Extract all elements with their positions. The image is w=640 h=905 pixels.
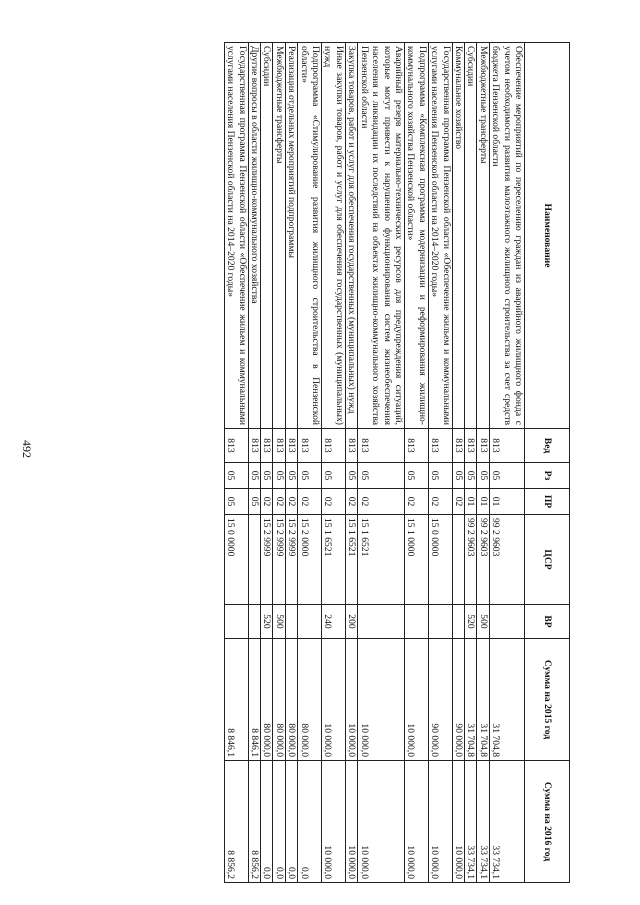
cell-sum-2016: 0,0 (298, 761, 322, 883)
cell-sum-2015: 10 000,0 (322, 639, 346, 761)
cell-vr (489, 605, 524, 639)
cell-rz: 05 (404, 463, 428, 489)
cell-pr: 02 (261, 489, 273, 515)
cell-sum-2015: 31 704,8 (464, 639, 476, 761)
cell-ved: 813 (261, 429, 273, 463)
table-row (464, 43, 476, 883)
cell-pr: 01 (477, 489, 489, 515)
table-row (452, 43, 464, 883)
cell-sum-2016: 0,0 (285, 761, 297, 883)
cell-vr: 240 (322, 605, 346, 639)
cell-sum-2016: 33 734,1 (489, 761, 524, 883)
cell-pr: 02 (322, 489, 346, 515)
cell-sum-2016: 10 000,0 (428, 761, 452, 883)
header-sum-2015: Сумма на 2015 год (525, 639, 570, 761)
table-row (404, 43, 428, 883)
cell-rz: 05 (345, 463, 357, 489)
cell-sum-2015: 80 000,0 (285, 639, 297, 761)
cell-name: Закупка товаров, работ и услуг для обеспечения государственных (муниципальных) нужд (345, 43, 357, 429)
cell-vr (224, 605, 248, 639)
cell-ved: 813 (489, 429, 524, 463)
cell-vr: 200 (345, 605, 357, 639)
cell-name: Межбюджетные трансферты (273, 43, 285, 429)
cell-rz: 05 (261, 463, 273, 489)
table-row (298, 43, 322, 883)
cell-pr: 05 (248, 489, 260, 515)
cell-rz: 05 (322, 463, 346, 489)
cell-vr (298, 605, 322, 639)
cell-name: Коммунальное хозяйство (452, 43, 464, 429)
cell-vr (428, 605, 452, 639)
cell-csr: 99 2 9603 (477, 515, 489, 605)
table-row (285, 43, 297, 883)
table-row (477, 43, 489, 883)
cell-name: Иные закупки товаров, работ и услуг для обеспечения государственных (муниципальных) нужд (322, 43, 346, 429)
table-row (248, 43, 260, 883)
cell-vr (248, 605, 260, 639)
table-row (261, 43, 273, 883)
cell-csr: 15 1 6521 (358, 515, 405, 605)
cell-vr: 500 (273, 605, 285, 639)
table-row (489, 43, 524, 883)
header-vr: ВР (525, 605, 570, 639)
cell-ved: 813 (428, 429, 452, 463)
cell-csr: 15 2 9999 (261, 515, 273, 605)
cell-vr: 500 (477, 605, 489, 639)
cell-sum-2016: 0,0 (261, 761, 273, 883)
cell-csr: 15 2 9999 (273, 515, 285, 605)
cell-sum-2015: 8 846,1 (224, 639, 248, 761)
cell-csr: 15 2 0000 (298, 515, 322, 605)
cell-pr: 02 (404, 489, 428, 515)
cell-sum-2015: 31 704,8 (477, 639, 489, 761)
cell-pr: 02 (428, 489, 452, 515)
cell-csr: 99 2 9603 (464, 515, 476, 605)
cell-sum-2016: 10 000,0 (452, 761, 464, 883)
cell-pr: 05 (224, 489, 248, 515)
cell-rz: 05 (358, 463, 405, 489)
cell-sum-2015: 80 000,0 (261, 639, 273, 761)
rotated-page-content (100, 42, 570, 882)
cell-sum-2015: 90 000,0 (428, 639, 452, 761)
cell-vr: 520 (261, 605, 273, 639)
header-name: Наименование (525, 43, 570, 429)
cell-name: Подпрограмма «Комплексная программа модернизации и реформирования жилищно-коммунального хозяйства Пензенской области» (404, 43, 428, 429)
cell-sum-2015: 10 000,0 (345, 639, 357, 761)
cell-ved: 813 (358, 429, 405, 463)
cell-rz: 05 (452, 463, 464, 489)
header-sum-2016: Сумма на 2016 год (525, 761, 570, 883)
cell-pr: 02 (298, 489, 322, 515)
cell-sum-2015: 80 000,0 (298, 639, 322, 761)
cell-rz: 05 (428, 463, 452, 489)
cell-sum-2016: 10 000,0 (345, 761, 357, 883)
cell-rz: 05 (477, 463, 489, 489)
cell-csr (248, 515, 260, 605)
cell-csr: 15 1 6521 (345, 515, 357, 605)
cell-sum-2016: 10 000,0 (404, 761, 428, 883)
cell-rz: 05 (224, 463, 248, 489)
cell-ved: 813 (322, 429, 346, 463)
cell-rz: 05 (298, 463, 322, 489)
cell-sum-2016: 8 856,2 (224, 761, 248, 883)
header-ved: Вед (525, 429, 570, 463)
cell-sum-2015: 10 000,0 (358, 639, 405, 761)
table-header-row (525, 43, 570, 883)
cell-ved: 813 (452, 429, 464, 463)
cell-pr: 02 (285, 489, 297, 515)
cell-sum-2016: 10 000,0 (358, 761, 405, 883)
cell-sum-2015: 31 704,8 (489, 639, 524, 761)
cell-vr (452, 605, 464, 639)
cell-sum-2016: 33 734,1 (464, 761, 476, 883)
cell-ved: 813 (477, 429, 489, 463)
cell-pr: 01 (464, 489, 476, 515)
cell-csr: 15 1 0000 (404, 515, 428, 605)
cell-ved: 813 (464, 429, 476, 463)
cell-rz: 05 (489, 463, 524, 489)
cell-csr: 15 0 0000 (428, 515, 452, 605)
cell-csr: 15 0 0000 (224, 515, 248, 605)
cell-sum-2015: 90 000,0 (452, 639, 464, 761)
cell-ved: 813 (248, 429, 260, 463)
cell-vr (358, 605, 405, 639)
cell-name: Реализация отдельных мероприятий подпрограммы (285, 43, 297, 429)
cell-sum-2016: 8 856,2 (248, 761, 260, 883)
cell-rz: 05 (464, 463, 476, 489)
cell-ved: 813 (345, 429, 357, 463)
header-rz: Рз (525, 463, 570, 489)
table-row (224, 43, 248, 883)
cell-sum-2016: 10 000,0 (322, 761, 346, 883)
cell-pr: 02 (358, 489, 405, 515)
cell-ved: 813 (298, 429, 322, 463)
cell-name: Государственная программа Пензенской области «Обеспечение жильем и коммунальными услугами населения Пензенской области на 2014–2020 годы» (224, 43, 248, 429)
cell-rz: 05 (273, 463, 285, 489)
cell-rz: 05 (248, 463, 260, 489)
table-row (345, 43, 357, 883)
cell-pr: 02 (345, 489, 357, 515)
header-pr: ПР (525, 489, 570, 515)
budget-table (224, 42, 570, 883)
cell-ved: 813 (224, 429, 248, 463)
cell-name: Обеспечение мероприятий по переселению граждан из аварийного жилищного фонда с учетом необходимости развития малоэтажного жилищного строительства за счет средств бюджета Пензенской области (489, 43, 524, 429)
cell-sum-2015: 10 000,0 (404, 639, 428, 761)
table-row (358, 43, 405, 883)
cell-csr: 15 2 9999 (285, 515, 297, 605)
page-number: 492 (20, 440, 34, 458)
cell-vr (285, 605, 297, 639)
cell-csr: 99 2 9603 (489, 515, 524, 605)
table-row (322, 43, 346, 883)
cell-pr: 02 (273, 489, 285, 515)
cell-pr: 01 (489, 489, 524, 515)
cell-name: Государственная программа Пензенской области «Обеспечение жильем и коммунальными услугами населения Пензенской области на 2014–2020 годы» (428, 43, 452, 429)
header-csr: ЦСР (525, 515, 570, 605)
cell-sum-2015: 8 846,1 (248, 639, 260, 761)
cell-name: Другие вопросы в области жилищно-коммунального хозяйства (248, 43, 260, 429)
cell-name: Субсидии (464, 43, 476, 429)
cell-sum-2016: 33 734,1 (477, 761, 489, 883)
cell-rz: 05 (285, 463, 297, 489)
cell-ved: 813 (285, 429, 297, 463)
cell-vr: 520 (464, 605, 476, 639)
cell-ved: 813 (404, 429, 428, 463)
table-row (273, 43, 285, 883)
cell-vr (404, 605, 428, 639)
table-row (428, 43, 452, 883)
cell-name: Аварийный резерв материально-технических ресурсов для предупреждения ситуаций, которые могут привести к нарушению функционирования систем жизнеобеспечения населения и ликвидации их последствий на объектах жилищно-коммунального хозяйства Пензенской области (358, 43, 405, 429)
cell-csr (452, 515, 464, 605)
cell-name: Подпрограмма «Стимулирование развития жилищного строительства в Пензенской области» (298, 43, 322, 429)
cell-name: Межбюджетные трансферты (477, 43, 489, 429)
cell-pr: 02 (452, 489, 464, 515)
cell-name: Субсидии (261, 43, 273, 429)
cell-csr: 15 1 6521 (322, 515, 346, 605)
cell-ved: 813 (273, 429, 285, 463)
cell-sum-2015: 80 000,0 (273, 639, 285, 761)
cell-sum-2016: 0,0 (273, 761, 285, 883)
